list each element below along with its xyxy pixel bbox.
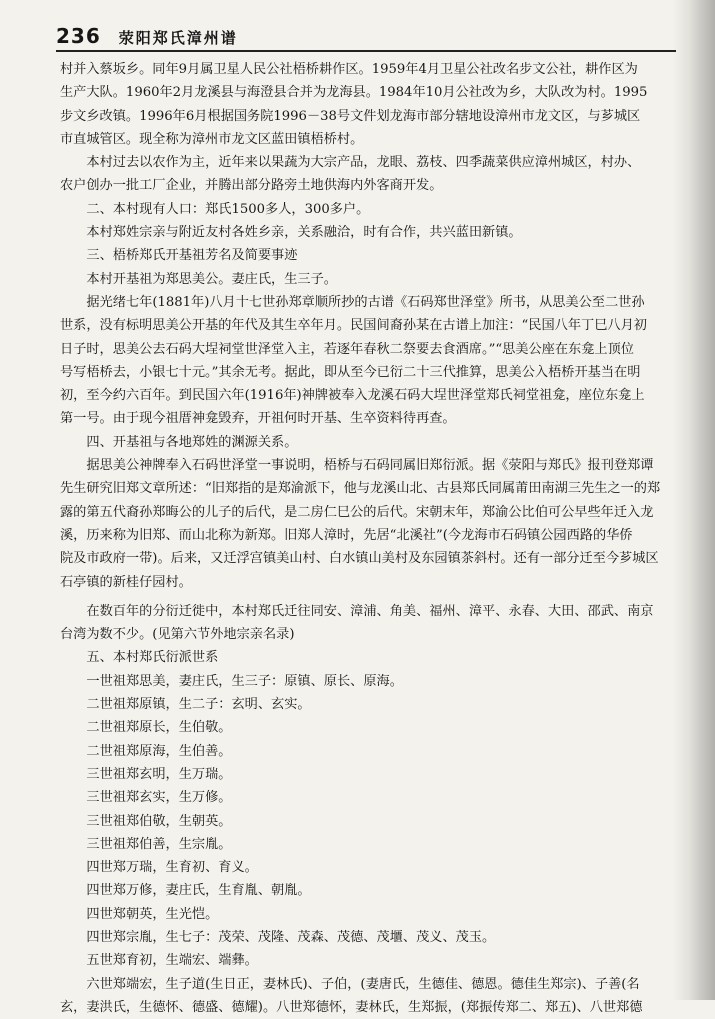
text-line: 第一号。由于现今祖厝神龛毁弃，开祖何时开基、生卒资料待再查。 [60, 411, 456, 427]
text-line: 一世祖郑思美，妻庄氏，生三子：原镇、原长、原海。 [86, 673, 403, 689]
text-line: 三世祖郑玄明，生万瑞。 [86, 766, 232, 782]
text-line: 溪，历来称为旧郑、而山北称为新郑。旧郑人漳时，先居“北溪社”(今龙海市石码镇公园西路的华侨 [60, 527, 633, 543]
text-line: 四世郑朝英，生光恺。 [86, 906, 219, 922]
text-line: 三、梧桥郑氏开基祖芳名及简要事迹 [86, 248, 298, 264]
text-line: 本村过去以农作为主，近年来以果蔬为大宗产品，龙眼、荔枝、四季蔬菜供应漳州城区，村办、 [86, 155, 641, 171]
text-line: 日子时，思美公去石码大埕祠堂世泽堂入主，若逐年春秋二祭要去食酒席。”“思美公座在东龛上顶位 [60, 341, 634, 357]
text-line: 先生研究旧郑文章所述：“旧郑指的是郑渝派下，他与龙溪山北、古县郑氏同属莆田南湖三先生之一的郑 [60, 481, 661, 497]
text-line: 四世郑宗胤，生七子：茂荣、茂隆、茂森、茂德、茂㙺、茂义、茂玉。 [86, 929, 496, 945]
text-line: 二、本村现有人口：郑氏1500多人，300多户。 [86, 201, 370, 217]
text-line: 四世郑万瑞，生育初、育义。 [86, 860, 258, 876]
page-body [60, 58, 690, 1019]
text-line: 据光绪七年(1881年)八月十七世孙郑章顺所抄的古谱《石码郑世泽堂》所书，从思美公至二世孙 [86, 294, 645, 310]
text-line: 据思美公神牌奉入石码世泽堂一事说明，梧桥与石码同属旧郑衍派。据《荥阳与郑氏》报刊登郑谭 [86, 458, 654, 474]
text-line: 院及市政府一带)。后来，又迁浮宫镇美山村、白水镇山美村及东园镇茶斜村。还有一部分迁至今芗城区 [60, 551, 659, 567]
text-line: 二世祖郑原长，生伯敬。 [86, 720, 232, 736]
text-line: 步文乡改镇。1996年6月根据国务院1996－38号文件划龙海市部分辖地设漳州市龙文区，与芗城区 [60, 108, 641, 124]
text-line: 五世郑育初，生端宏、端彝。 [86, 953, 258, 969]
page-header [56, 20, 676, 48]
text-line: 玄，妻洪氏，生德怀、德盛、德耀)。八世郑德怀，妻林氏，生郑振，(郑振传郑二、郑五)、八世郑德 [60, 999, 643, 1015]
text-line: 号写梧桥去，小银七十元。”其余无考。据此，即从至今已衍二十三代推算，思美公入梧桥开基当在明 [60, 364, 641, 380]
text-line: 石亭镇的新桂仔园村。 [60, 574, 192, 590]
text-line: 世系，没有标明思美公开基的年代及其生卒年月。民国间裔孙某在古谱上加注：“民国八年丁巳八月初 [60, 318, 647, 334]
text-line: 三世祖郑伯敬，生朝英。 [86, 813, 232, 829]
text-line: 露的第五代裔孙郑晦公的儿子的后代，是二房仁巳公的后代。宋朝末年，郑渝公比伯可公早些年迁入龙 [60, 504, 654, 520]
text-line: 农户创办一批工厂企业，并腾出部分路旁土地供海内外客商开发。 [60, 178, 443, 194]
text-line: 五、本村郑氏衍派世系 [86, 650, 219, 666]
text-line: 村并入蔡坂乡。同年9月属卫星人民公社梧桥耕作区。1959年4月卫星公社改名步文公社，耕作区为 [60, 62, 638, 77]
text-line: 二世祖郑原镇，生二子：玄明、玄实。 [86, 697, 311, 713]
running-title: 荥阳郑氏漳州谱 [118, 29, 238, 47]
text-line: 台湾为数不少。(见第六节外地宗亲名录) [60, 627, 295, 643]
text-line: 本村开基祖为郑思美公。妻庄氏，生三子。 [86, 271, 337, 287]
text-line: 本村郑姓宗亲与附近友村各姓乡亲，关系融洽，时有合作，共兴蓝田新镇。 [86, 225, 522, 241]
text-line: 四、开基祖与各地郑姓的渊源关系。 [86, 434, 298, 450]
page-number: 236 [56, 24, 101, 48]
text-line: 三世祖郑伯善，生宗胤。 [86, 836, 232, 852]
text-line: 六世郑端宏，生子道(生日正，妻林氏)、子伯，(妻唐氏，生德佳、德恩。德佳生郑宗)、子善(名 [86, 976, 640, 992]
text-line: 四世郑万修，妻庄氏，生育胤、朝胤。 [86, 883, 311, 899]
text-line: 生产大队。1960年2月龙溪县与海澄县合并为龙海县。1984年10月公社改为乡，大队改为村。1995 [60, 85, 648, 101]
text-line: 在数百年的分衍迁徙中，本村郑氏迁往同安、漳浦、角美、福州、漳平、永春、大田、邵武、南京 [86, 603, 654, 619]
header-rule [56, 50, 676, 52]
text-line: 三世祖郑玄实，生万修。 [86, 790, 232, 806]
text-line: 初，至今约六百年。到民国六年(1916年)神牌被奉入龙溪石码大埕世泽堂郑氏祠堂祖龛，座位东龛上 [60, 388, 645, 404]
text-line: 市直城管区。现全称为漳州市龙文区蓝田镇梧桥村。 [60, 131, 364, 147]
text-line: 二世祖郑原海，生伯善。 [86, 743, 232, 759]
